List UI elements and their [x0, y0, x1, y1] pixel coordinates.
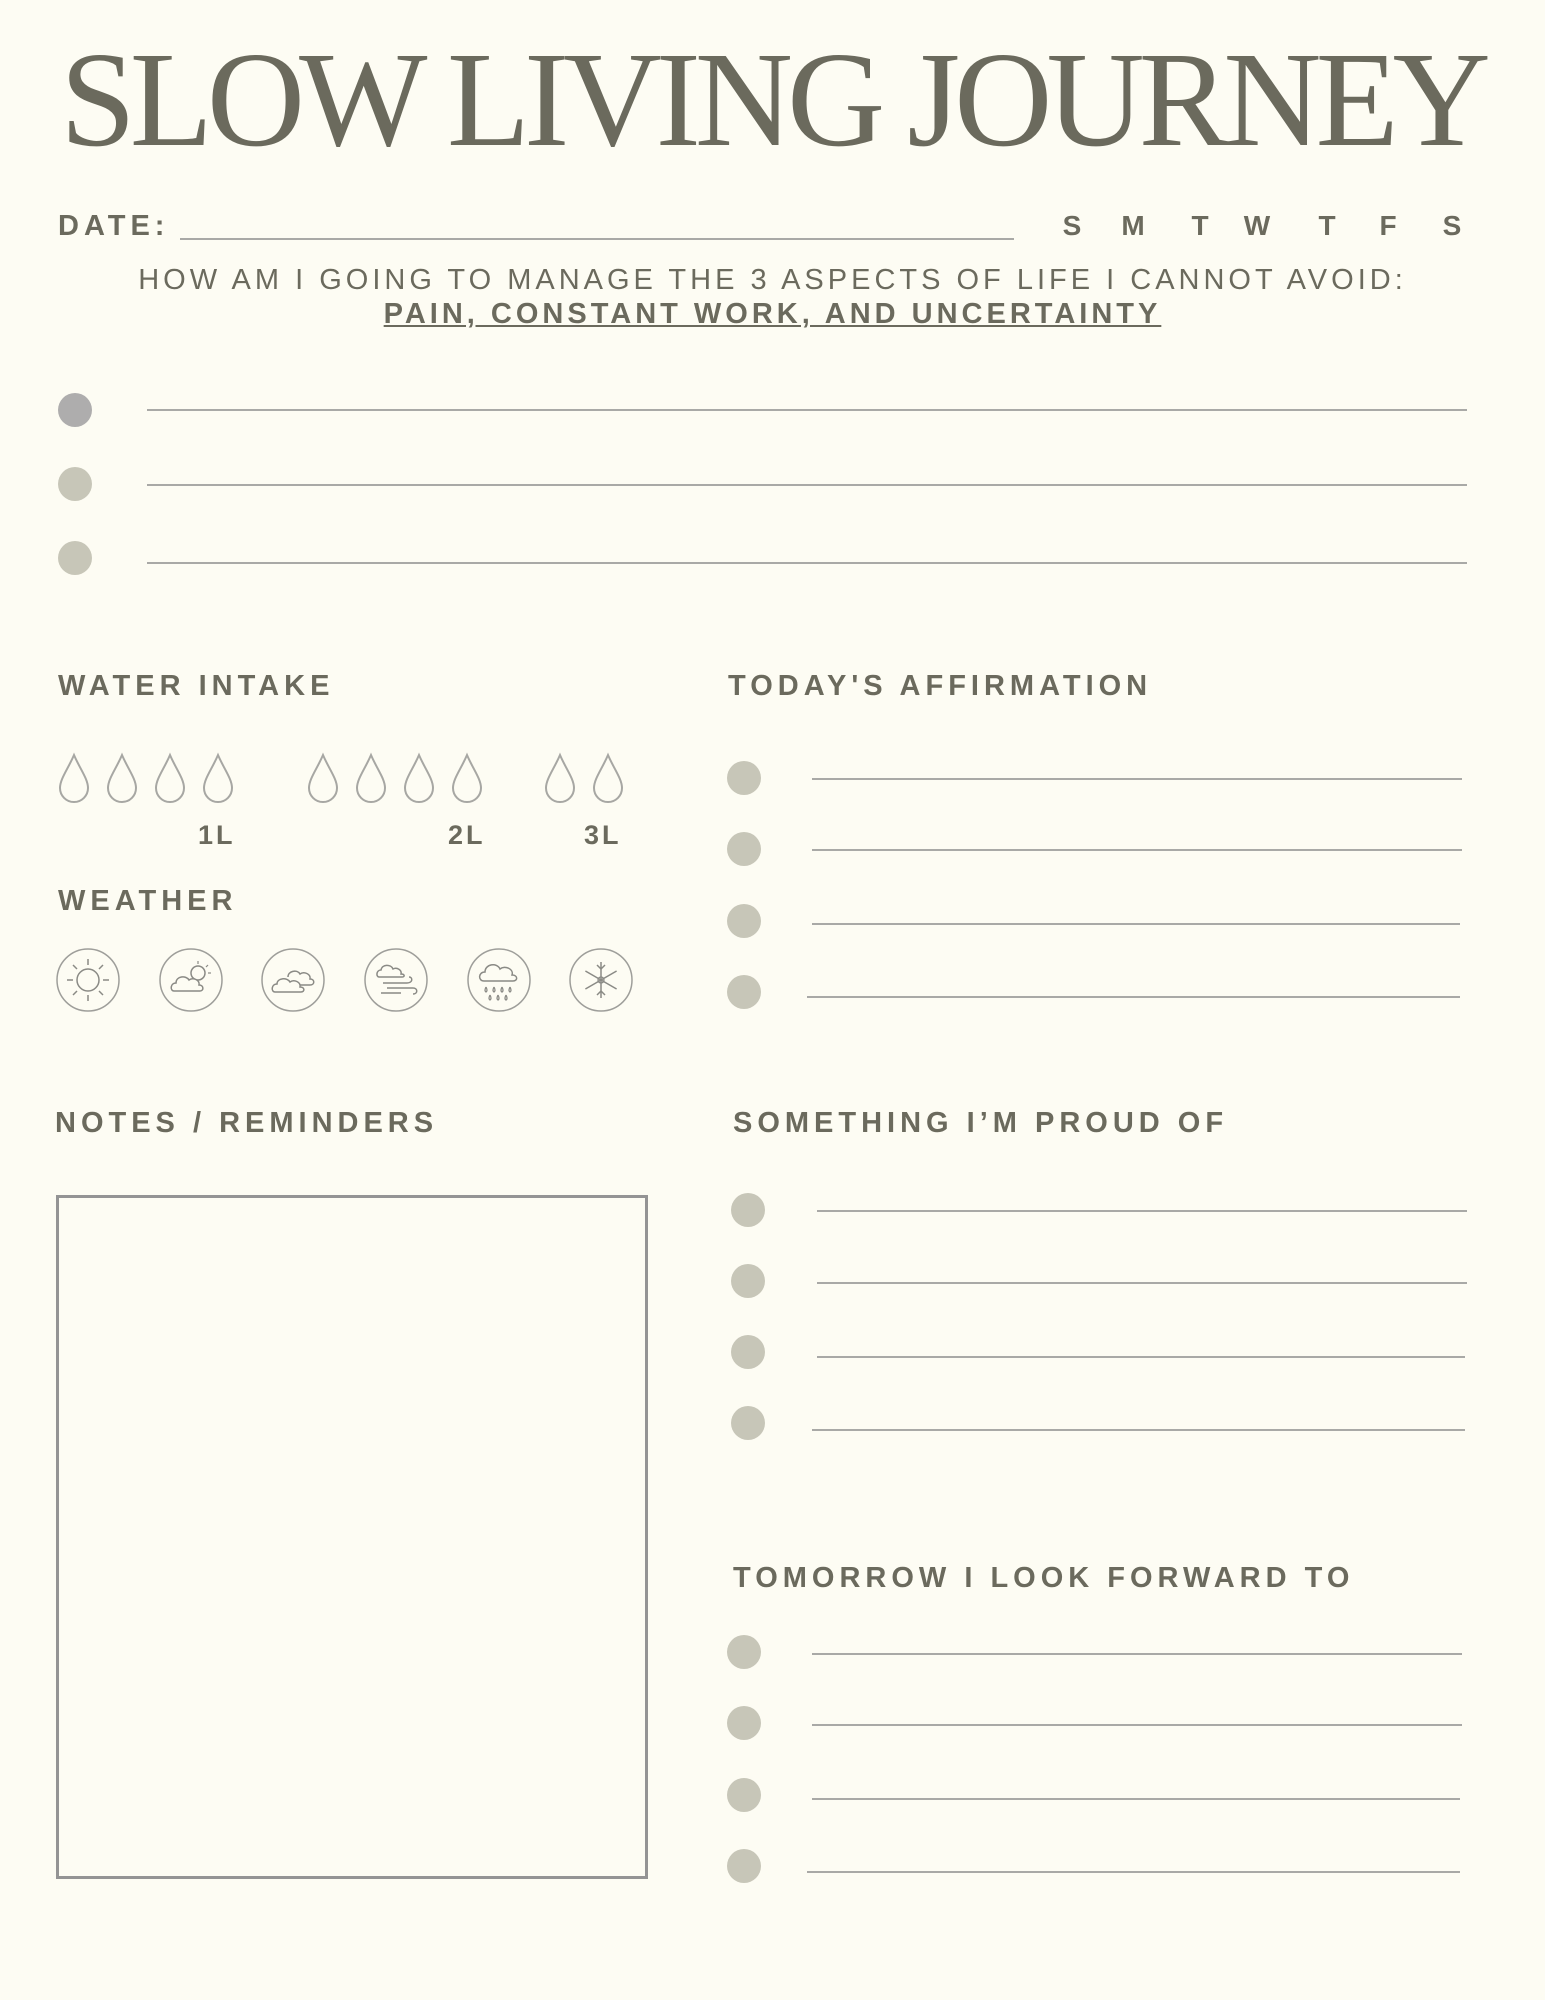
proud-line[interactable]: [817, 1356, 1465, 1358]
water-drop-icon[interactable]: [402, 752, 436, 804]
water-drop-icon[interactable]: [591, 752, 625, 804]
partly-cloudy-icon[interactable]: [158, 947, 224, 1013]
water-drop-icon[interactable]: [306, 752, 340, 804]
bullet-dot: [727, 1849, 761, 1883]
bullet-dot: [727, 761, 761, 795]
answer-line[interactable]: [147, 409, 1467, 411]
question-line-1: HOW AM I GOING TO MANAGE THE 3 ASPECTS OF LIFE I CANNOT AVOID:: [138, 264, 1407, 296]
proud-line[interactable]: [812, 1429, 1465, 1431]
affirmation-line[interactable]: [807, 996, 1460, 998]
rain-icon[interactable]: [466, 947, 532, 1013]
bullet-dot: [727, 904, 761, 938]
day-tuesday[interactable]: T: [1191, 210, 1209, 241]
bullet-dot: [727, 1635, 761, 1669]
proud-label: SOMETHING I’M PROUD OF: [733, 1107, 1229, 1139]
tomorrow-label: TOMORROW I LOOK FORWARD TO: [733, 1562, 1355, 1594]
day-thursday[interactable]: T: [1318, 210, 1336, 241]
water-intake-label: WATER INTAKE: [58, 670, 335, 702]
day-wednesday[interactable]: W: [1243, 210, 1271, 241]
day-monday[interactable]: M: [1121, 210, 1145, 241]
bullet-dot: [731, 1264, 765, 1298]
bullet-dot: [58, 467, 92, 501]
bullet-dot: [727, 1706, 761, 1740]
weather-label: WEATHER: [58, 885, 238, 917]
sun-icon[interactable]: [55, 947, 121, 1013]
cloudy-icon[interactable]: [260, 947, 326, 1013]
water-mark-3l: 3L: [584, 820, 622, 850]
tomorrow-line[interactable]: [812, 1724, 1462, 1726]
tomorrow-line[interactable]: [812, 1653, 1462, 1655]
page-title: SLOW LIVING JOURNEY: [60, 25, 1485, 175]
day-saturday[interactable]: S: [1442, 210, 1462, 241]
tomorrow-line[interactable]: [812, 1798, 1460, 1800]
water-mark-2l: 2L: [448, 820, 486, 850]
bullet-dot: [731, 1193, 765, 1227]
notes-label: NOTES / REMINDERS: [55, 1107, 439, 1139]
bullet-dot: [731, 1406, 765, 1440]
date-label: DATE:: [58, 210, 170, 242]
date-line[interactable]: [180, 238, 1014, 240]
day-sunday[interactable]: S: [1062, 210, 1082, 241]
water-mark-1l: 1L: [198, 820, 236, 850]
water-drop-icon[interactable]: [450, 752, 484, 804]
question-line-2: PAIN, CONSTANT WORK, AND UNCERTAINTY: [383, 298, 1162, 330]
affirmation-line[interactable]: [812, 778, 1462, 780]
water-drop-icon[interactable]: [543, 752, 577, 804]
proud-line[interactable]: [817, 1210, 1467, 1212]
answer-line[interactable]: [147, 484, 1467, 486]
affirmation-line[interactable]: [812, 923, 1460, 925]
bullet-dot: [727, 1778, 761, 1812]
bullet-dot: [58, 393, 92, 427]
snowflake-icon[interactable]: [568, 947, 634, 1013]
water-drop-icon[interactable]: [105, 752, 139, 804]
answer-line[interactable]: [147, 562, 1467, 564]
water-drop-icon[interactable]: [354, 752, 388, 804]
bullet-dot: [727, 832, 761, 866]
affirmation-line[interactable]: [812, 849, 1462, 851]
day-friday[interactable]: F: [1379, 210, 1397, 241]
windy-icon[interactable]: [363, 947, 429, 1013]
bullet-dot: [727, 975, 761, 1009]
proud-line[interactable]: [817, 1282, 1467, 1284]
bullet-dot: [58, 541, 92, 575]
water-drop-icon[interactable]: [153, 752, 187, 804]
notes-box[interactable]: [56, 1195, 648, 1879]
tomorrow-line[interactable]: [807, 1871, 1460, 1873]
affirmation-label: TODAY'S AFFIRMATION: [728, 670, 1153, 702]
water-drop-icon[interactable]: [57, 752, 91, 804]
bullet-dot: [731, 1335, 765, 1369]
water-drop-icon[interactable]: [201, 752, 235, 804]
